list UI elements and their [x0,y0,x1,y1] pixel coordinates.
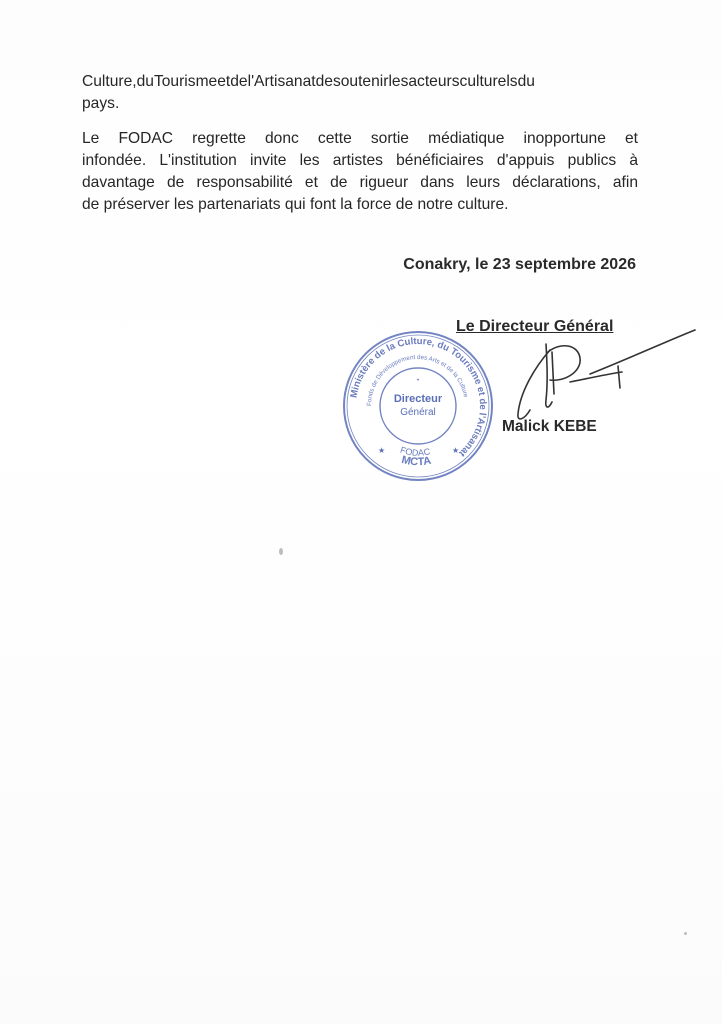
stamp-star-icon: ★ [452,446,460,455]
paragraph-line: Le FODAC regrette donc cette sortie médiatique inopportune et [82,130,638,147]
paragraph-statement [82,128,638,216]
paragraph-line: Culture,duTourismeetdel'Artisanatdesoutenirlesacteursculturelsdu [82,73,535,90]
stamp-inner-text: Fonds de Développement des Arts et de la Culture [365,353,470,407]
paragraph-line: infondée. L'institution invite les artistes bénéficiaires d'appuis publics à [82,152,638,169]
stamp-bottom-text: MCTA [400,453,433,469]
stamp-center-line1: Directeur [393,393,443,405]
signatory-title: Le Directeur Général [456,318,614,335]
signatory-name: Malick KEBE [502,418,597,435]
paragraph-line: davantage de responsabilité et de rigueur dans leurs déclarations, afin [82,174,638,191]
official-stamp [338,326,498,486]
paragraph-intro [82,71,638,115]
paragraph-line: de préserver les partenariats qui font la force de notre culture. [82,196,509,213]
stamp-acronym: FODAC [398,444,431,458]
scan-speck [684,932,687,935]
stamp-star-icon: ★ [378,446,386,455]
stamp-dot-icon: • [416,378,420,384]
signature-icon [490,322,700,432]
scan-speck [279,548,283,555]
stamp-outer-text: Ministère de la Culture, du Tourisme et de l'Artisanat [348,335,489,459]
paragraph-line: pays. [82,95,120,112]
stamp-center-line2: Général [400,407,436,418]
place-and-date: Conakry, le 23 septembre 2026 [403,256,636,273]
